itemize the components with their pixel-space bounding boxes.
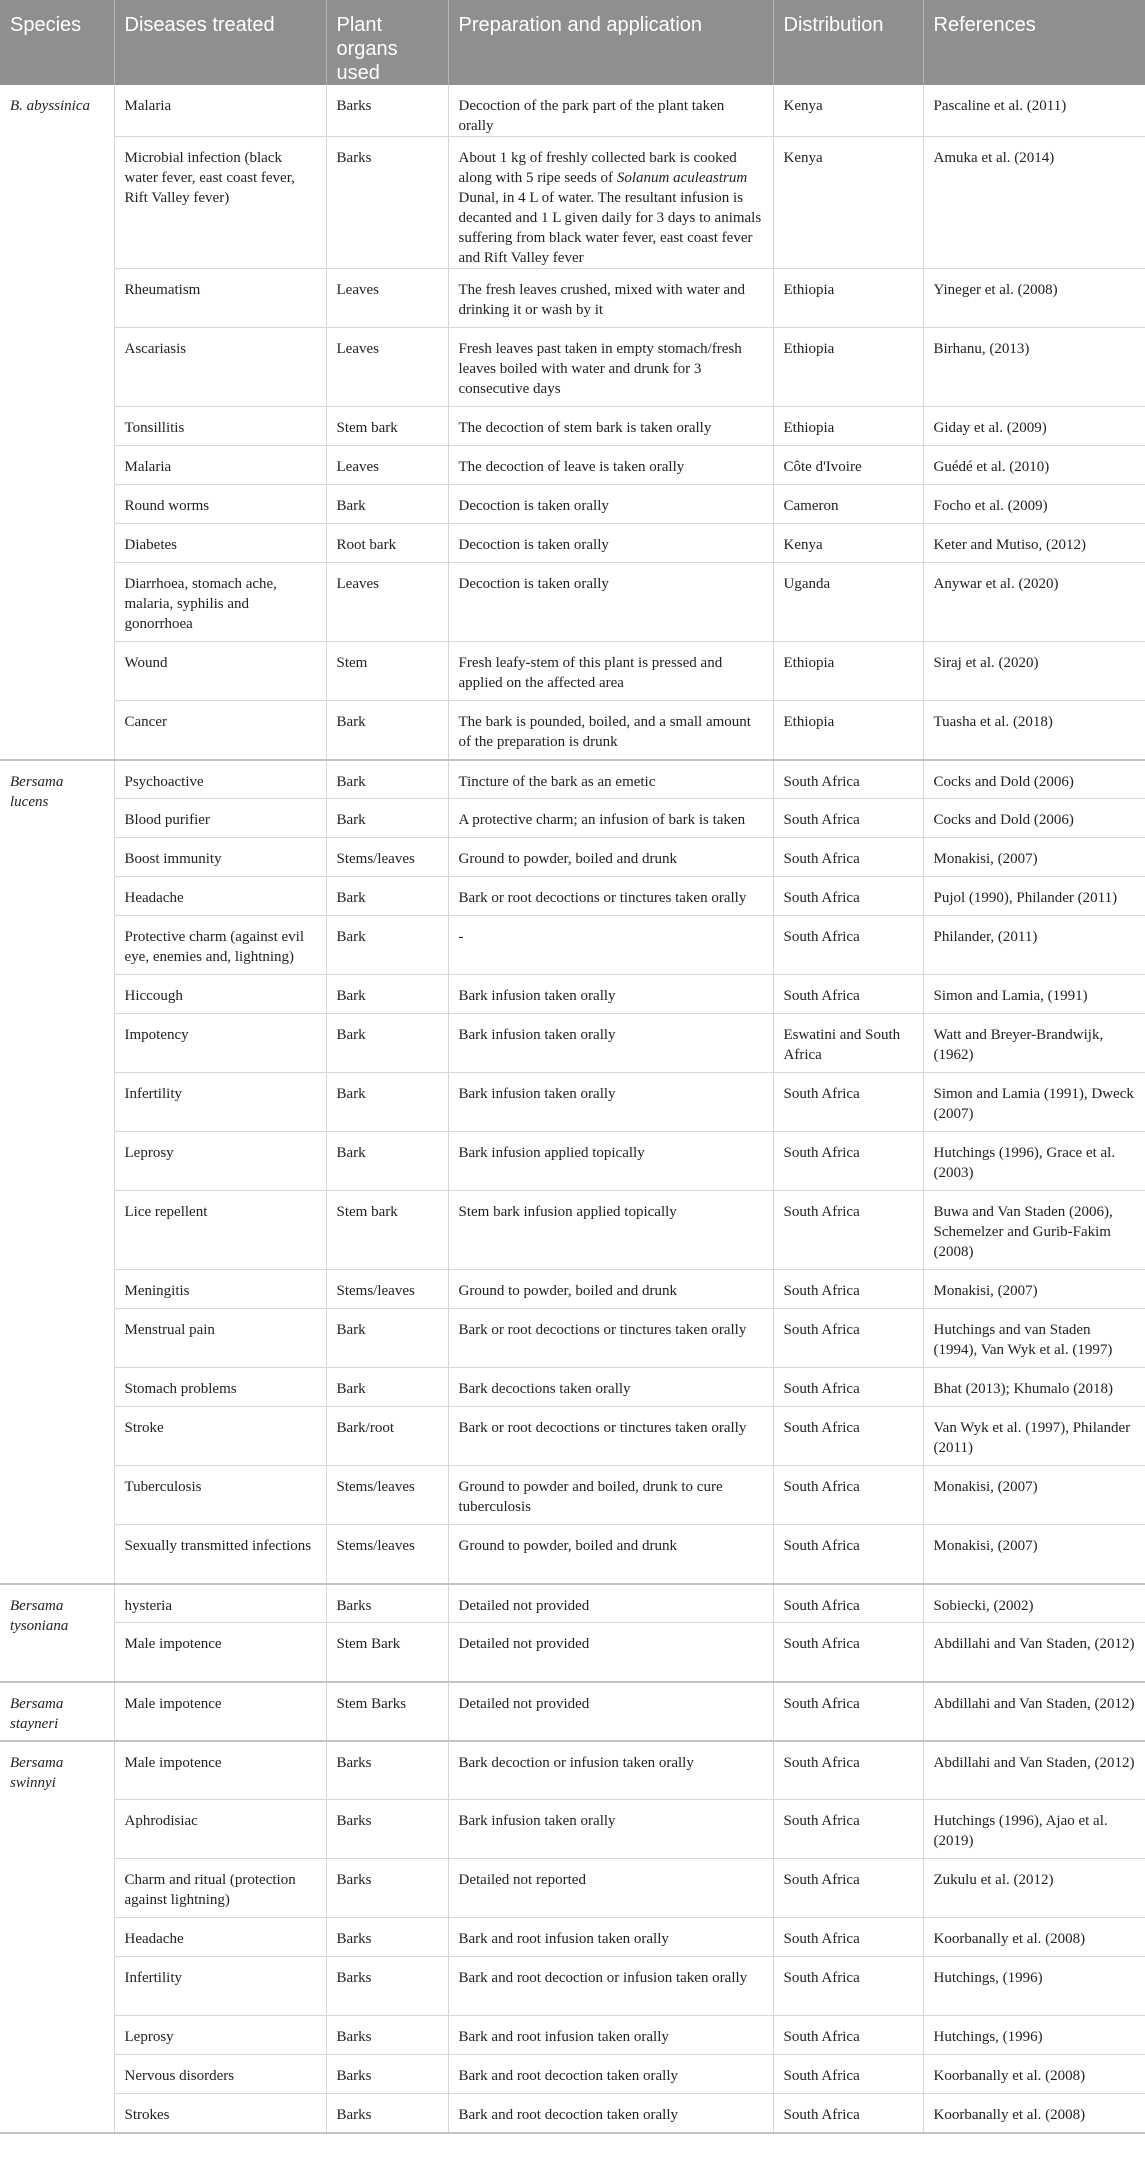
table-row [0,1309,1145,1368]
cell-distribution: South Africa [773,1957,923,2016]
cell-reference: Koorbanally et al. (2008) [923,2055,1145,2094]
cell-reference: Hutchings (1996), Grace et al. (2003) [923,1132,1145,1191]
table-row [0,1859,1145,1918]
cell-disease: Male impotence [114,1741,326,1800]
cell-preparation: Bark or root decoctions or tinctures taken orally [448,1309,773,1368]
cell-reference: Cocks and Dold (2006) [923,760,1145,799]
cell-distribution: Uganda [773,563,923,642]
cell-organ: Leaves [326,269,448,328]
cell-preparation: Bark and root decoction taken orally [448,2094,773,2133]
cell-reference: Keter and Mutiso, (2012) [923,524,1145,563]
col-header-organs: Plant organs used [326,0,448,85]
cell-organ: Leaves [326,563,448,642]
cell-species [0,85,114,760]
cell-distribution: Ethiopia [773,269,923,328]
table-row [0,1270,1145,1309]
cell-distribution: South Africa [773,916,923,975]
species-name: Bersama lucens [10,773,64,810]
cell-reference: Buwa and Van Staden (2006), Schemelzer and Gurib-Fakim (2008) [923,1191,1145,1270]
table-row [0,760,1145,799]
cell-disease: Round worms [114,485,326,524]
cell-preparation: Bark decoctions taken orally [448,1368,773,1407]
cell-organ: Bark [326,975,448,1014]
cell-preparation: Bark infusion taken orally [448,1073,773,1132]
cell-disease: Hiccough [114,975,326,1014]
cell-disease: Male impotence [114,1623,326,1682]
cell-reference: Giday et al. (2009) [923,407,1145,446]
table-row [0,1073,1145,1132]
cell-distribution: South Africa [773,1623,923,1682]
cell-reference: Bhat (2013); Khumalo (2018) [923,1368,1145,1407]
cell-preparation: Bark or root decoctions or tinctures taken orally [448,1407,773,1466]
cell-preparation [448,137,773,269]
table-row [0,1584,1145,1623]
cell-reference: Sobiecki, (2002) [923,1584,1145,1623]
cell-disease: Diarrhoea, stomach ache, malaria, syphilis and gonorrhoea [114,563,326,642]
cell-organ: Bark [326,916,448,975]
cell-disease: Wound [114,642,326,701]
cell-reference: Cocks and Dold (2006) [923,799,1145,838]
table-row [0,1368,1145,1407]
cell-disease: Leprosy [114,2016,326,2055]
cell-reference: Guédé et al. (2010) [923,446,1145,485]
table-row [0,269,1145,328]
col-header-species: Species [0,0,114,85]
cell-preparation: The decoction of stem bark is taken orally [448,407,773,446]
cell-reference: Abdillahi and Van Staden, (2012) [923,1741,1145,1800]
table-row [0,1741,1145,1800]
table-row [0,1191,1145,1270]
cell-distribution: Côte d'Ivoire [773,446,923,485]
cell-disease: Diabetes [114,524,326,563]
cell-reference: Simon and Lamia, (1991) [923,975,1145,1014]
cell-disease: Cancer [114,701,326,760]
table-row [0,1957,1145,2016]
cell-preparation: Decoction is taken orally [448,563,773,642]
species-name: Bersama swinnyi [10,1754,64,1791]
cell-organ: Barks [326,1859,448,1918]
cell-disease: Stomach problems [114,1368,326,1407]
cell-distribution: Ethiopia [773,642,923,701]
table-row [0,2055,1145,2094]
cell-distribution: South Africa [773,2016,923,2055]
species-name: B. abyssinica [10,98,90,114]
cell-organ: Stem [326,642,448,701]
cell-reference: Zukulu et al. (2012) [923,1859,1145,1918]
cell-species [0,760,114,1584]
cell-reference: Hutchings and van Staden (1994), Van Wyk et al. (1997) [923,1309,1145,1368]
cell-preparation: Ground to powder, boiled and drunk [448,1270,773,1309]
table-row [0,1466,1145,1525]
table-row [0,1132,1145,1191]
table-row [0,85,1145,137]
cell-preparation: Bark and root infusion taken orally [448,1918,773,1957]
cell-disease: Impotency [114,1014,326,1073]
cell-preparation: Bark and root infusion taken orally [448,2016,773,2055]
cell-preparation: Bark or root decoctions or tinctures taken orally [448,877,773,916]
cell-distribution: Kenya [773,85,923,137]
table-row [0,916,1145,975]
cell-organ: Bark [326,1073,448,1132]
cell-disease: Strokes [114,2094,326,2133]
table-header [0,0,1145,85]
cell-disease: Microbial infection (black water fever, east coast fever, Rift Valley fever) [114,137,326,269]
cell-reference: Monakisi, (2007) [923,1466,1145,1525]
cell-distribution: South Africa [773,2094,923,2133]
cell-preparation: Bark infusion applied topically [448,1132,773,1191]
cell-distribution: South Africa [773,1859,923,1918]
cell-distribution: South Africa [773,1191,923,1270]
cell-distribution: South Africa [773,1132,923,1191]
cell-disease: Tuberculosis [114,1466,326,1525]
cell-reference: Focho et al. (2009) [923,485,1145,524]
cell-preparation: Bark decoction or infusion taken orally [448,1741,773,1800]
cell-distribution: South Africa [773,1073,923,1132]
table-row [0,328,1145,407]
table-row [0,485,1145,524]
table-row [0,975,1145,1014]
table-row [0,2016,1145,2055]
cell-preparation: The fresh leaves crushed, mixed with water and drinking it or wash by it [448,269,773,328]
cell-distribution: Kenya [773,524,923,563]
cell-reference: Monakisi, (2007) [923,1270,1145,1309]
table-row [0,563,1145,642]
cell-disease: Headache [114,877,326,916]
cell-distribution: Cameron [773,485,923,524]
species-name: Bersama stayneri [10,1695,64,1732]
preparation-text: About 1 kg of freshly collected bark is cooked along with 5 ripe seeds of [458,150,737,186]
cell-organ: Barks [326,85,448,137]
table-row [0,1525,1145,1584]
cell-disease: Leprosy [114,1132,326,1191]
cell-reference: Pascaline et al. (2011) [923,85,1145,137]
table-row [0,1800,1145,1859]
cell-preparation: Decoction is taken orally [448,524,773,563]
cell-reference: Hutchings (1996), Ajao et al. (2019) [923,1800,1145,1859]
cell-reference: Philander, (2011) [923,916,1145,975]
cell-distribution: South Africa [773,1309,923,1368]
cell-distribution: South Africa [773,838,923,877]
cell-reference: Abdillahi and Van Staden, (2012) [923,1682,1145,1741]
table-row [0,1682,1145,1741]
cell-preparation: - [448,916,773,975]
cell-reference: Hutchings, (1996) [923,2016,1145,2055]
cell-reference: Monakisi, (2007) [923,1525,1145,1584]
table-body [0,85,1145,2133]
cell-preparation: Fresh leaves past taken in empty stomach/fresh leaves boiled with water and drunk for 3 consecutive days [448,328,773,407]
cell-preparation: Ground to powder and boiled, drunk to cure tuberculosis [448,1466,773,1525]
preparation-text: Dunal, in 4 L of water. The resultant infusion is decanted and 1 L given daily for 3 days to animals suffering from black water fever, east coast fever and Rift Valley fever [458,190,762,266]
cell-distribution: Ethiopia [773,328,923,407]
cell-organ: Barks [326,1800,448,1859]
cell-organ: Bark [326,877,448,916]
cell-disease: Sexually transmitted infections [114,1525,326,1584]
cell-preparation: Bark infusion taken orally [448,1014,773,1073]
cell-preparation: Detailed not reported [448,1859,773,1918]
cell-species [0,1584,114,1682]
cell-disease: hysteria [114,1584,326,1623]
table-row [0,1407,1145,1466]
cell-distribution: South Africa [773,1407,923,1466]
table-row [0,877,1145,916]
cell-organ: Stem bark [326,407,448,446]
cell-organ: Bark [326,1309,448,1368]
cell-preparation: Ground to powder, boiled and drunk [448,1525,773,1584]
cell-disease: Protective charm (against evil eye, enemies and, lightning) [114,916,326,975]
cell-preparation: Tincture of the bark as an emetic [448,760,773,799]
cell-disease: Headache [114,1918,326,1957]
cell-distribution: South Africa [773,760,923,799]
cell-organ: Bark [326,701,448,760]
cell-organ: Bark [326,1132,448,1191]
cell-distribution: South Africa [773,877,923,916]
cell-disease: Infertility [114,1957,326,2016]
cell-preparation: Detailed not provided [448,1682,773,1741]
cell-preparation: A protective charm; an infusion of bark is taken [448,799,773,838]
header-row [0,0,1145,85]
table-row [0,407,1145,446]
table-row [0,137,1145,269]
cell-organ: Stems/leaves [326,838,448,877]
cell-disease: Charm and ritual (protection against lightning) [114,1859,326,1918]
cell-distribution: South Africa [773,1466,923,1525]
cell-organ: Stems/leaves [326,1466,448,1525]
cell-reference: Birhanu, (2013) [923,328,1145,407]
cell-distribution: South Africa [773,1741,923,1800]
cell-distribution: Eswatini and South Africa [773,1014,923,1073]
table-row [0,524,1145,563]
cell-preparation: Bark infusion taken orally [448,1800,773,1859]
cell-distribution: South Africa [773,975,923,1014]
col-header-distribution: Distribution [773,0,923,85]
cell-preparation: Detailed not provided [448,1584,773,1623]
cell-disease: Nervous disorders [114,2055,326,2094]
cell-disease: Infertility [114,1073,326,1132]
cell-distribution: South Africa [773,2055,923,2094]
cell-preparation: Stem bark infusion applied topically [448,1191,773,1270]
cell-disease: Psychoactive [114,760,326,799]
cell-disease: Malaria [114,446,326,485]
cell-reference: Yineger et al. (2008) [923,269,1145,328]
cell-distribution: South Africa [773,1918,923,1957]
cell-disease: Menstrual pain [114,1309,326,1368]
cell-preparation: Detailed not provided [448,1623,773,1682]
cell-distribution: Ethiopia [773,407,923,446]
cell-organ: Stem bark [326,1191,448,1270]
cell-disease: Blood purifier [114,799,326,838]
cell-organ: Bark/root [326,1407,448,1466]
col-header-preparation: Preparation and application [448,0,773,85]
col-header-references: References [923,0,1145,85]
table-row [0,642,1145,701]
cell-reference: Hutchings, (1996) [923,1957,1145,2016]
cell-species [0,1741,114,2133]
cell-reference: Siraj et al. (2020) [923,642,1145,701]
cell-organ: Barks [326,137,448,269]
species-name: Bersama tysoniana [10,1597,69,1634]
cell-reference: Pujol (1990), Philander (2011) [923,877,1145,916]
cell-preparation: The decoction of leave is taken orally [448,446,773,485]
table-row [0,1918,1145,1957]
cell-organ: Stems/leaves [326,1525,448,1584]
cell-organ: Root bark [326,524,448,563]
cell-distribution: South Africa [773,1525,923,1584]
cell-organ: Barks [326,1741,448,1800]
table-row [0,1623,1145,1682]
cell-preparation: Bark and root decoction or infusion taken orally [448,1957,773,2016]
cell-organ: Bark [326,485,448,524]
cell-distribution: Ethiopia [773,701,923,760]
cell-distribution: South Africa [773,1800,923,1859]
table-row [0,2094,1145,2133]
cell-disease: Meningitis [114,1270,326,1309]
cell-distribution: South Africa [773,1368,923,1407]
cell-disease: Rheumatism [114,269,326,328]
cell-distribution: South Africa [773,1682,923,1741]
cell-preparation: Decoction of the park part of the plant taken orally [448,85,773,137]
cell-organ: Bark [326,1014,448,1073]
cell-reference: Watt and Breyer-Brandwijk, (1962) [923,1014,1145,1073]
cell-organ: Stem Bark [326,1623,448,1682]
cell-organ: Bark [326,760,448,799]
cell-reference: Simon and Lamia (1991), Dweck (2007) [923,1073,1145,1132]
cell-species [0,1682,114,1741]
cell-preparation: Fresh leafy-stem of this plant is pressed and applied on the affected area [448,642,773,701]
cell-disease: Male impotence [114,1682,326,1741]
table-row [0,799,1145,838]
cell-disease: Ascariasis [114,328,326,407]
cell-disease: Tonsillitis [114,407,326,446]
cell-distribution: South Africa [773,1270,923,1309]
cell-preparation: The bark is pounded, boiled, and a small amount of the preparation is drunk [448,701,773,760]
cell-organ: Stems/leaves [326,1270,448,1309]
table-row [0,701,1145,760]
cell-organ: Bark [326,1368,448,1407]
cell-preparation: Decoction is taken orally [448,485,773,524]
cell-reference: Amuka et al. (2014) [923,137,1145,269]
cell-organ: Leaves [326,446,448,485]
cell-organ: Barks [326,2016,448,2055]
cell-organ: Barks [326,1918,448,1957]
cell-disease: Aphrodisiac [114,1800,326,1859]
cell-disease: Malaria [114,85,326,137]
cell-organ: Stem Barks [326,1682,448,1741]
cell-reference: Koorbanally et al. (2008) [923,1918,1145,1957]
cell-disease: Boost immunity [114,838,326,877]
table-row [0,838,1145,877]
cell-organ: Leaves [326,328,448,407]
col-header-diseases: Diseases treated [114,0,326,85]
cell-disease: Stroke [114,1407,326,1466]
species-italic-text: Solanum aculeastrum [616,170,748,186]
cell-organ: Barks [326,1957,448,2016]
cell-organ: Barks [326,1584,448,1623]
cell-organ: Barks [326,2055,448,2094]
table-row [0,1014,1145,1073]
table-row [0,446,1145,485]
cell-reference: Monakisi, (2007) [923,838,1145,877]
cell-organ: Bark [326,799,448,838]
cell-reference: Koorbanally et al. (2008) [923,2094,1145,2133]
cell-disease: Lice repellent [114,1191,326,1270]
cell-reference: Tuasha et al. (2018) [923,701,1145,760]
cell-reference: Van Wyk et al. (1997), Philander (2011) [923,1407,1145,1466]
cell-reference: Abdillahi and Van Staden, (2012) [923,1623,1145,1682]
cell-organ: Barks [326,2094,448,2133]
cell-reference: Anywar et al. (2020) [923,563,1145,642]
cell-preparation: Ground to powder, boiled and drunk [448,838,773,877]
cell-preparation: Bark infusion taken orally [448,975,773,1014]
cell-distribution: South Africa [773,1584,923,1623]
cell-distribution: South Africa [773,799,923,838]
cell-preparation: Bark and root decoction taken orally [448,2055,773,2094]
cell-distribution: Kenya [773,137,923,269]
